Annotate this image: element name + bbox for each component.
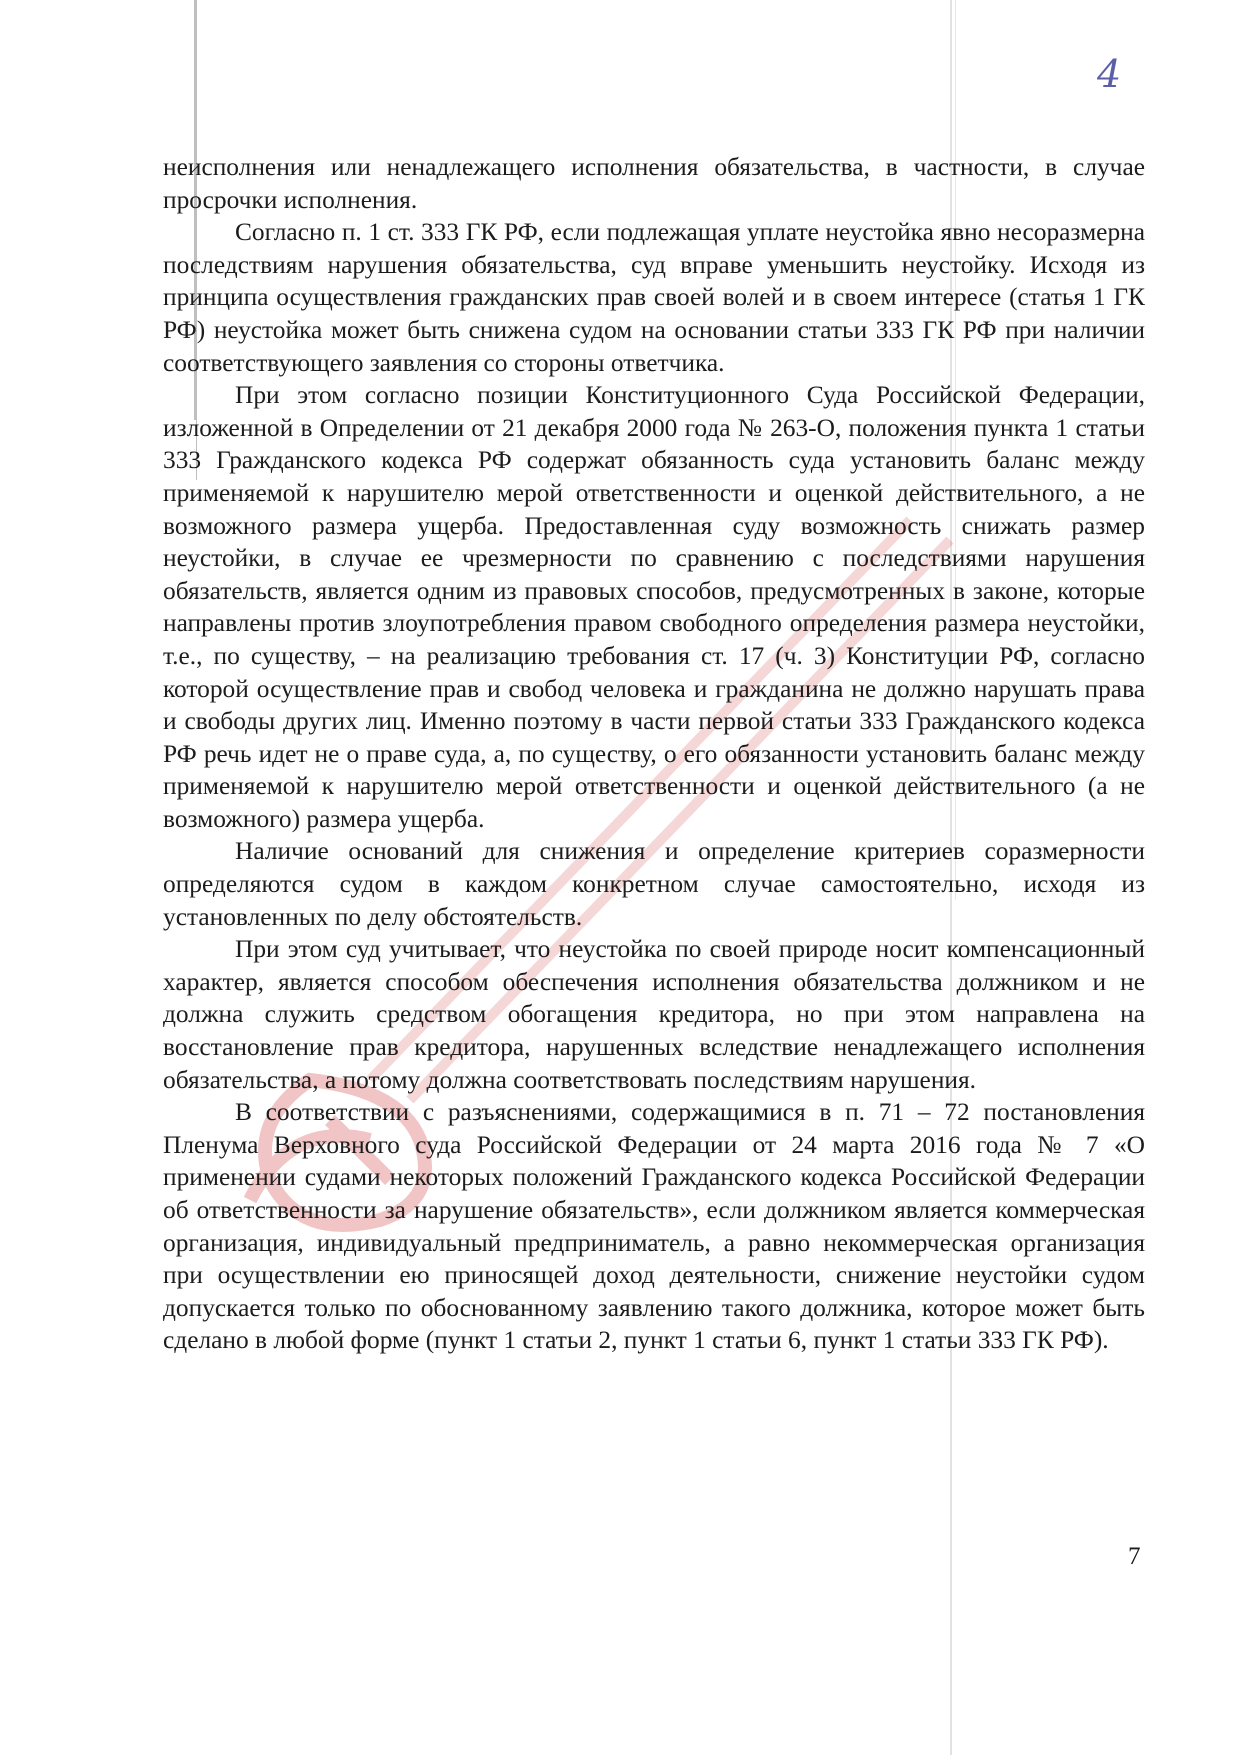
document-body	[163, 151, 1145, 1357]
paragraph-5: При этом суд учитывает, что неустойка по своей природе носит компенсационный характер, является способом обеспечения исполнения обязательства должником и не должна служить средством обогащения кредитора, но при этом направлена на восстановление прав кредитора, нарушенных вследствие ненадлежащего исполнения обязательства, а потому должна соответствовать последствиям нарушения.	[163, 935, 1145, 1094]
paragraph-2: Согласно п. 1 ст. 333 ГК РФ, если подлежащая уплате неустойка явно несоразмерна последствиям нарушения обязательства, суд вправе уменьшить неустойку. Исходя из принципа осуществления гражданских прав своей волей и в своем интересе (статья 1 ГК РФ) неустойка может быть снижена судом на основании статьи 333 ГК РФ при наличии соответствующего заявления со стороны ответчика.	[163, 218, 1145, 377]
paragraph-1: неисполнения или ненадлежащего исполнения обязательства, в частности, в случае просрочки исполнения.	[163, 153, 1145, 214]
handwritten-page-mark: 4	[1097, 52, 1122, 96]
paragraph-3: При этом согласно позиции Конституционного Суда Российской Федерации, изложенной в Определении от 21 декабря 2000 года № 263-О, положения пункта 1 статьи 333 Гражданского кодекса РФ содержат обязанность суда установить баланс между применяемой к нарушителю мерой ответственности и оценкой действительного, а не возможного размера ущерба. Предоставленная суду возможность снижать размер неустойки, в случае ее чрезмерности по сравнению с последствиями нарушения обязательств, является одним из правовых способов, предусмотренных в законе, которые направлены против злоупотребления правом свободного определения размера неустойки, т.е., по существу, – на реализацию требования ст. 17 (ч. 3) Конституции РФ, согласно которой осуществление прав и свобод человека и гражданина не должно нарушать права и свободы других лиц. Именно поэтому в части первой статьи 333 Гражданского кодекса РФ речь идет не о праве суда, а, по существу, о его обязанности установить баланс между применяемой к нарушителю мерой ответственности и оценкой действительного (а не возможного) размера ущерба.	[163, 381, 1145, 833]
paragraph-6: В соответствии с разъяснениями, содержащимися в п. 71 – 72 постановления Пленума Верховного суда Российской Федерации от 24 марта 2016 года № 7 «О применении судами некоторых положений Гражданского кодекса Российской Федерации об ответственности за нарушение обязательств», если должником является коммерческая организация, индивидуальный предприниматель, а равно некоммерческая организация при осуществлении ею приносящей доход деятельности, снижение неустойки судом допускается только по обоснованному заявлению такого должника, которое может быть сделано в любой форме (пункт 1 статьи 2, пункт 1 статьи 6, пункт 1 статьи 333 ГК РФ).	[163, 1098, 1145, 1355]
paragraph-4: Наличие оснований для снижения и определение критериев соразмерности определяются судом в каждом конкретном случае самостоятельно, исходя из установленных по делу обстоятельств.	[163, 837, 1145, 931]
page-number: 7	[1128, 1543, 1141, 1570]
